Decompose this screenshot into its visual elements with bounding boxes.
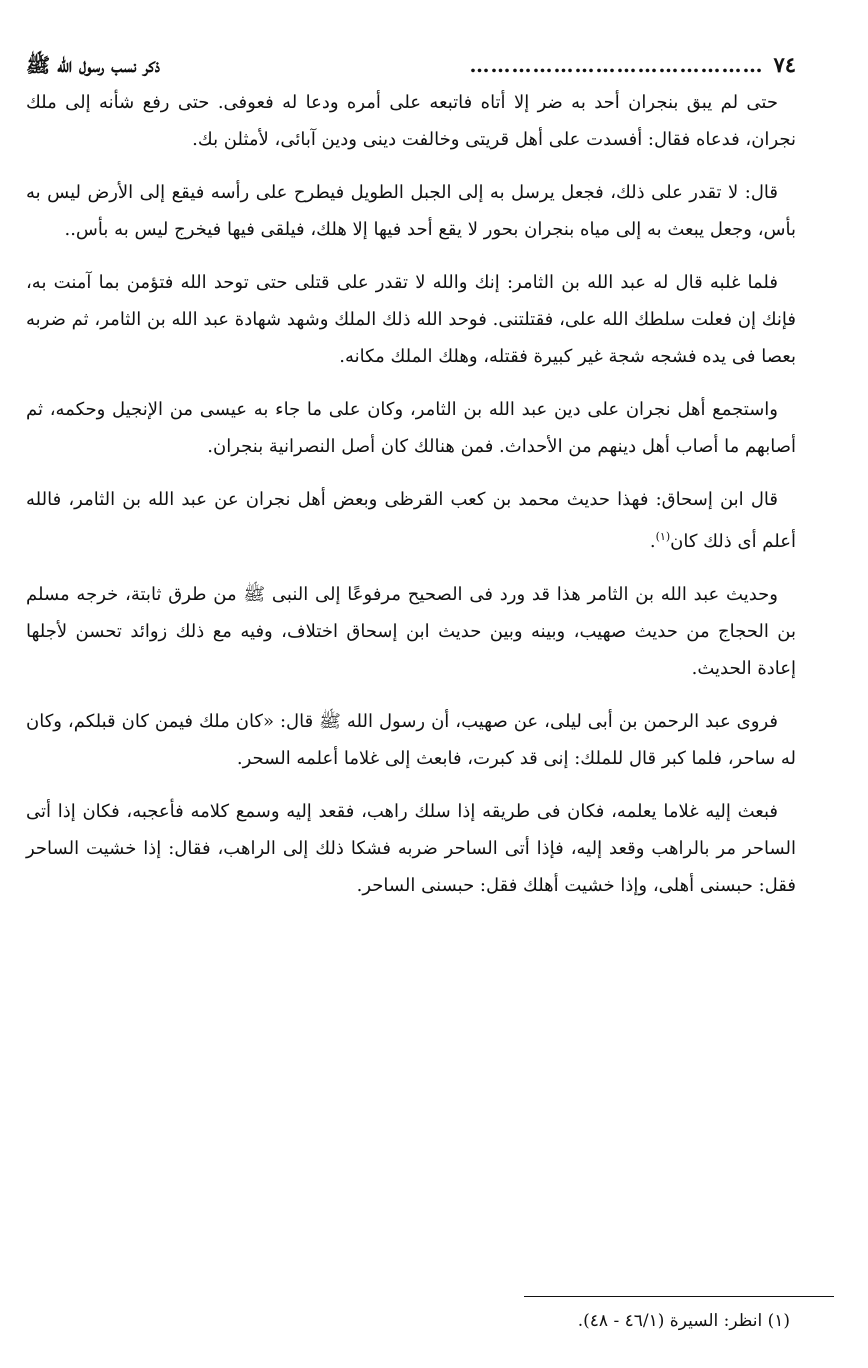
paragraph: واستجمع أهل نجران على دين عبد الله بن الثامر، وكان على ما جاء به عيسى من الإنجيل وحكمه، ثم أصابهم ما أصاب أهل دينهم من الأحداث. فمن هنالك كان أصل النصرانية بنجران. — [26, 399, 796, 457]
paragraph: فلما غلبه قال له عبد الله بن الثامر: إنك والله لا تقدر على قتلى حتى توحد الله فتؤمن بما آمنت به، فإنك إن فعلت سلطك الله على، فقتلتنى. فوحد الله ذلك الملك وشهد شهادة عبد الله بن الثامر، ثم ضربه بعصا فى يده فشجه شجة غير كبيرة فقتله، وهلك الملك مكانه. — [26, 272, 796, 367]
paragraph-with-footnote — [26, 481, 796, 560]
paragraph: حتى لم يبق بنجران أحد به ضر إلا أتاه فاتبعه على أمره ودعا له فعوفى. حتى رفع شأنه إلى ملك نجران، فدعاه فقال: أفسدت على أهل قريتى وخالفت دينى ودين آبائى، لأمثلن بك. — [26, 92, 796, 150]
paragraph-text: قال ابن إسحاق: فهذا حديث محمد بن كعب القرظى وبعض أهل نجران عن عبد الله بن الثامر، فالله أعلم أى ذلك كان — [26, 489, 796, 552]
paragraph: وحديث عبد الله بن الثامر هذا قد ورد فى الصحيح مرفوعًا إلى النبى ﷺ من طرق ثابتة، خرجه مسلم بن الحجاج من حديث صهيب، وبينه وبين حديث ابن إسحاق اختلاف، وفيه مع ذلك زوائد تحسن لأجلها إعادة الحديث. — [26, 584, 796, 679]
footnote-marker[interactable]: (١) — [655, 530, 671, 543]
paragraph: فبعث إليه غلاما يعلمه، فكان فى طريقه إذا سلك راهب، فقعد إليه وسمع كلامه فأعجبه، فكان إذا أتى الساحر مر بالراهب وقعد إليه، فإذا أتى الساحر ضربه فشكا ذلك إلى الراهب، فقال: إذا خشيت الساحر فقل: حبسنى أهلى، وإذا خشيت أهلك فقل: حبسنى الساحر. — [26, 801, 796, 896]
header-leader-dots: …………………………………… — [469, 53, 764, 77]
paragraph: قال: لا تقدر على ذلك، فجعل يرسل به إلى الجبل الطويل فيطرح على رأسه فيقع إلى الأرض ليس به بأس، وجعل يبعث به إلى مياه بنجران بحور لا يقع أحد فيها إلا هلك، فيلقى فيها فيخرج ليس به بأس.. — [26, 182, 796, 240]
body-text — [26, 84, 796, 904]
paragraph: فروى عبد الرحمن بن أبى ليلى، عن صهيب، أن رسول الله ﷺ قال: «كان ملك فيمن كان قبلكم، وكان له ساحر، فلما كبر قال للملك: إنى قد كبرت، فابعث إلى غلاما أعلمه السحر. — [26, 711, 796, 769]
footnote: (١) انظر: السيرة (٤٦/١ - ٤٨). — [577, 1311, 790, 1331]
page-header — [26, 50, 796, 84]
footnote-divider — [524, 1296, 834, 1297]
book-page — [26, 50, 796, 920]
running-title: ذكر نسب رسول الله ﷺ — [26, 53, 160, 77]
page-number: ٧٤ — [773, 52, 796, 77]
paragraph-end: . — [649, 531, 656, 552]
